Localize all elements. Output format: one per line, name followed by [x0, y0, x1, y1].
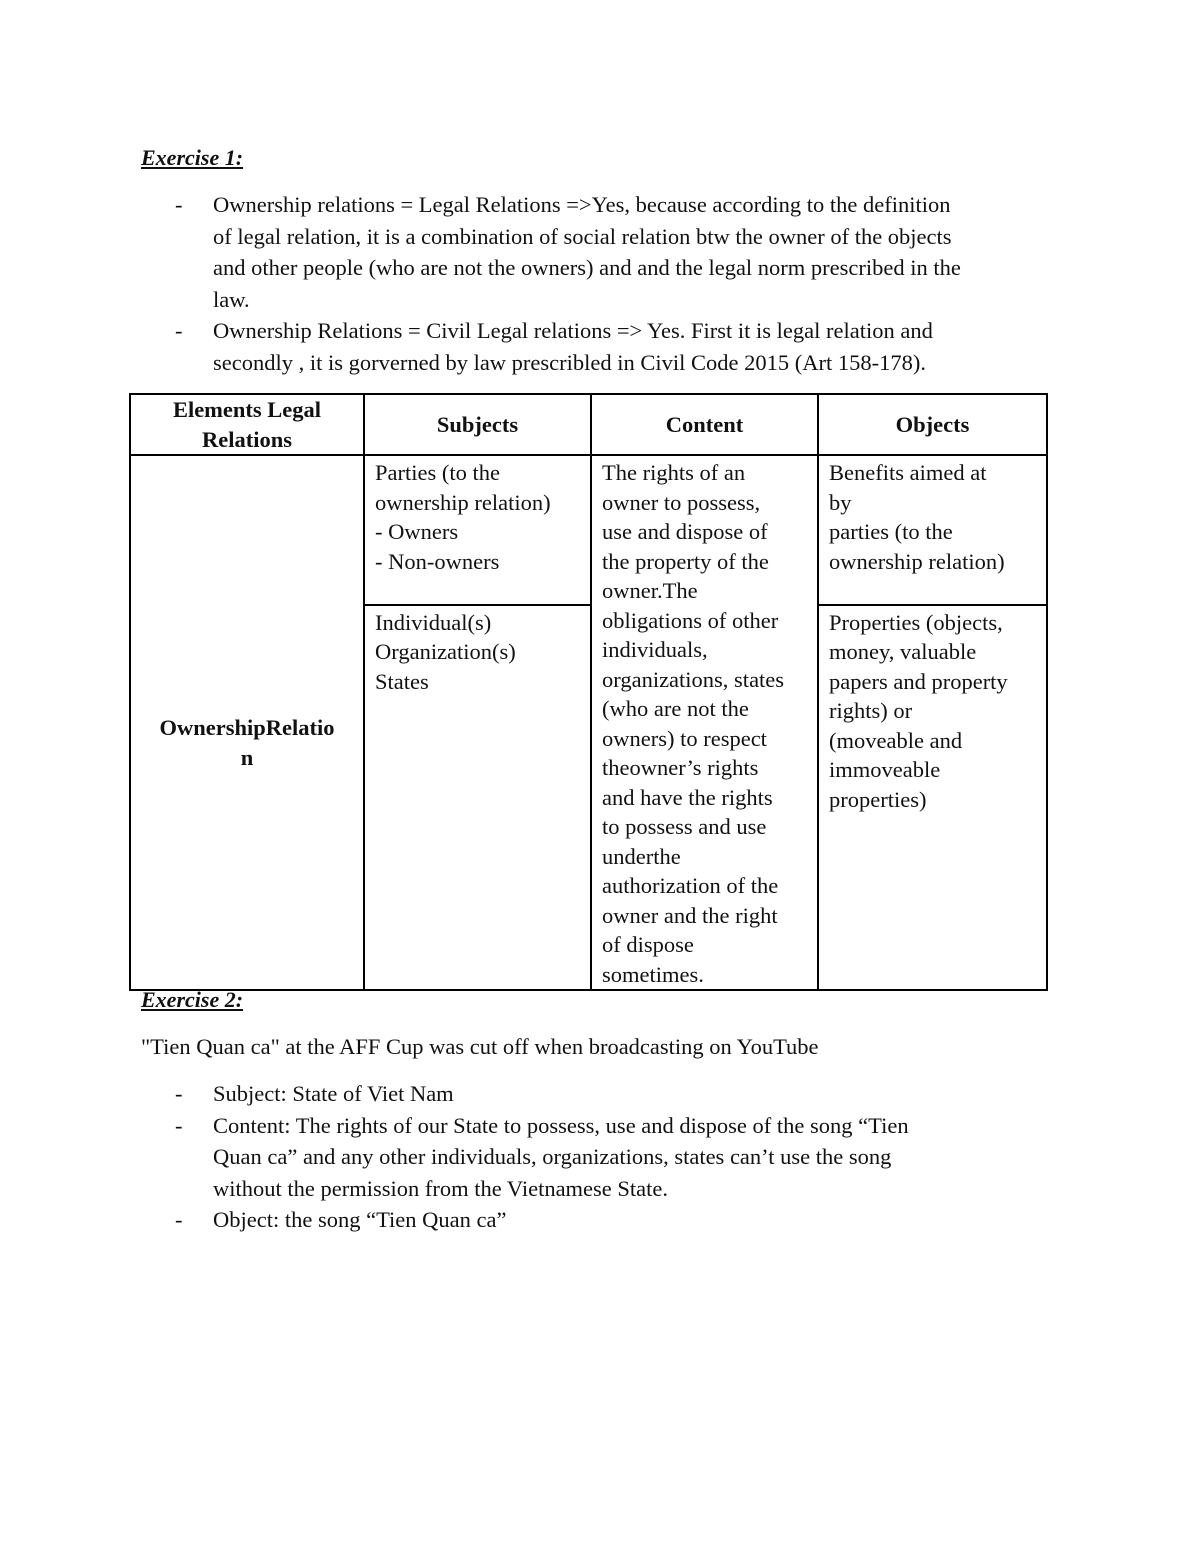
- text-line: secondly , it is gorverned by law prescribled in Civil Code 2015 (Art 158-178).: [213, 349, 926, 375]
- subjects-cell: [364, 455, 591, 605]
- list-item: [141, 189, 1101, 315]
- cell-line: and have the rights: [602, 784, 773, 810]
- text-line: of legal relation, it is a combination of social relation btw the owner of the objects: [213, 223, 952, 249]
- cell-line: sometimes.: [602, 961, 704, 987]
- cell-line: owner and the right: [602, 902, 778, 928]
- cell-line: underthe: [602, 843, 681, 869]
- column-header: [130, 394, 364, 455]
- exercise-2-intro: "Tien Quan ca" at the AFF Cup was cut off when broadcasting on YouTube: [141, 1034, 819, 1059]
- cell-line: papers and property: [829, 668, 1008, 694]
- text-line: law.: [213, 286, 250, 312]
- cell-line: - Non-owners: [375, 548, 500, 574]
- list-item: [141, 1110, 1101, 1205]
- cell-line: Individual(s): [375, 609, 492, 635]
- column-header-label: Content: [665, 411, 744, 437]
- list-item: [141, 1204, 1101, 1236]
- cell-line: organizations, states: [602, 666, 785, 692]
- text-line: without the permission from the Vietnamese State.: [213, 1175, 669, 1201]
- cell-line: Properties (objects,: [829, 609, 1003, 635]
- cell-line: immoveable: [829, 757, 941, 783]
- exercise-2-bullet-list: [141, 1078, 1101, 1236]
- column-header-label: Subjects: [436, 411, 519, 437]
- subjects-cell: [364, 605, 591, 990]
- objects-cell: [818, 605, 1047, 990]
- cell-line: Organization(s): [375, 639, 516, 665]
- cell-line: ownership relation): [829, 548, 1005, 574]
- list-item: [141, 315, 1101, 378]
- cell-line: individuals,: [602, 637, 708, 662]
- text-line: Ownership Relations = Civil Legal relations => Yes. First it is legal relation and: [213, 318, 933, 343]
- cell-line: Benefits aimed at: [829, 460, 987, 485]
- row-header-line: n: [240, 744, 254, 770]
- cell-line: owner.The: [602, 578, 698, 603]
- row-header-cell: [130, 455, 364, 990]
- bullet-dash: -: [175, 318, 183, 343]
- cell-line: to possess and use: [602, 814, 767, 839]
- column-header-label: Objects: [895, 411, 970, 437]
- cell-line: theowner’s rights: [602, 755, 759, 780]
- bullet-dash: -: [175, 1112, 183, 1138]
- row-header-line: OwnershipRelatio: [159, 715, 335, 740]
- cell-line: obligations of other: [602, 607, 779, 633]
- cell-line: by: [829, 489, 852, 515]
- cell-line: owner to possess,: [602, 489, 761, 515]
- cell-line: the property of the: [602, 548, 769, 574]
- cell-line: properties): [829, 786, 927, 812]
- cell-line: - Owners: [375, 519, 459, 544]
- text-line: Quan ca” and any other individuals, organizations, states can’t use the song: [213, 1144, 892, 1169]
- exercise-2-heading: Exercise 2:: [141, 987, 244, 1012]
- cell-line: The rights of an: [602, 460, 746, 485]
- column-header: [818, 394, 1047, 455]
- bullet-dash: -: [175, 1207, 183, 1232]
- bullet-dash: -: [175, 192, 183, 217]
- text-line: Object: the song “Tien Quan ca”: [213, 1207, 507, 1232]
- content-cell: [591, 455, 818, 990]
- cell-line: (who are not the: [602, 696, 749, 721]
- cell-line: parties (to the: [829, 519, 953, 544]
- table-header-row: [130, 394, 1047, 455]
- cell-line: authorization of the: [602, 873, 779, 898]
- table-row: [130, 455, 1047, 605]
- column-header: [591, 394, 818, 455]
- cell-line: rights) or: [829, 698, 913, 724]
- text-line: Subject: State of Viet Nam: [213, 1081, 454, 1106]
- cell-line: money, valuable: [829, 639, 977, 665]
- column-header-label: Elements Legal Relations: [172, 397, 322, 452]
- text-line: Content: The rights of our State to possess, use and dispose of the song “Tien: [213, 1112, 909, 1138]
- list-item: [141, 1078, 1101, 1110]
- objects-cell: [818, 455, 1047, 605]
- cell-line: (moveable and: [829, 727, 963, 753]
- cell-line: ownership relation): [375, 489, 551, 515]
- exercise-1-bullet-list: [141, 189, 1101, 378]
- text-line: Ownership relations = Legal Relations =>Yes, because according to the definition: [213, 192, 951, 217]
- text-line: and other people (who are not the owners) and and the legal norm prescribed in the: [213, 255, 961, 280]
- cell-line: use and dispose of: [602, 519, 768, 544]
- column-header: [364, 394, 591, 455]
- cell-line: Parties (to the: [375, 460, 500, 485]
- cell-line: States: [375, 668, 429, 694]
- cell-line: owners) to respect: [602, 725, 767, 751]
- bullet-dash: -: [175, 1081, 183, 1106]
- exercise-1-heading: Exercise 1:: [141, 145, 244, 170]
- cell-line: of dispose: [602, 932, 694, 957]
- legal-relations-table: [129, 393, 1048, 991]
